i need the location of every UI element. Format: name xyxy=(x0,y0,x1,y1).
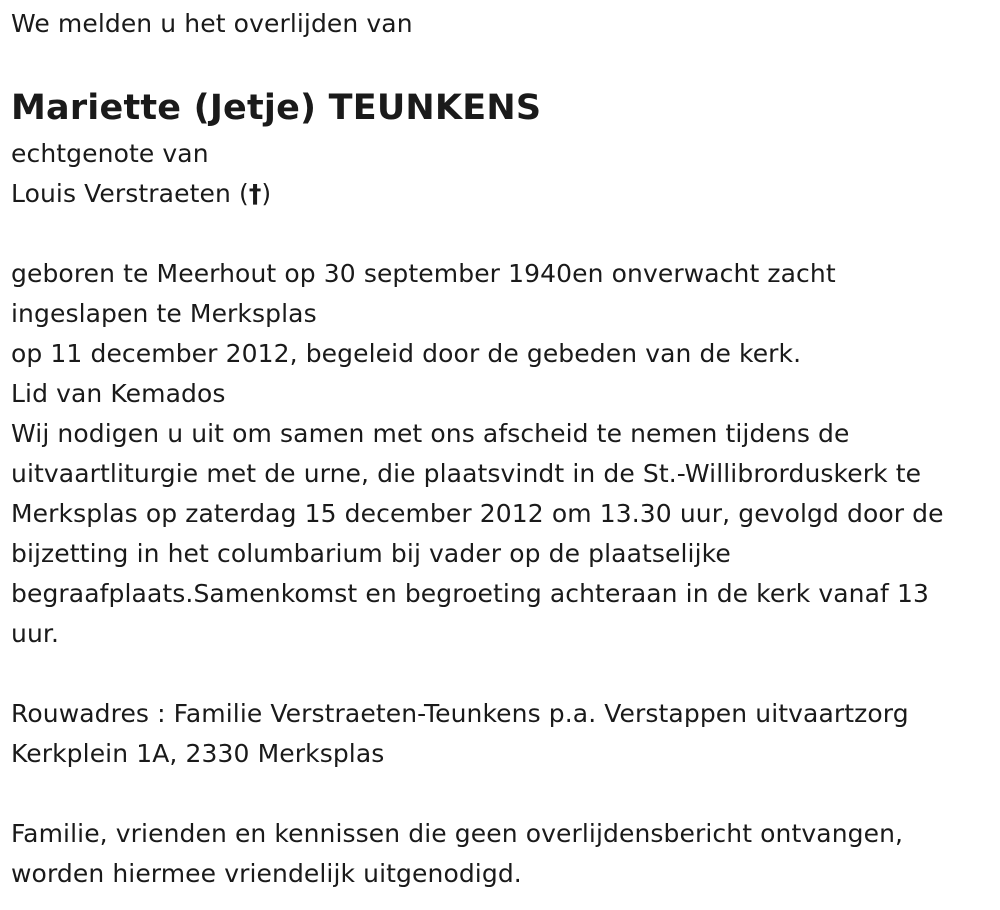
address-line: Rouwadres : Familie Verstraeten-Teunkens p.a. Verstappen uitvaartzorg xyxy=(11,699,909,728)
closing-block xyxy=(11,814,996,894)
body-line: Wij nodigen u uit om samen met ons afscheid te nemen tijdens de xyxy=(11,419,850,448)
spacer xyxy=(11,654,996,694)
body-line: begraafplaats.Samenkomst en begroeting achteraan in de kerk vanaf 13 xyxy=(11,579,929,608)
intro-text: We melden u het overlijden van xyxy=(11,9,413,38)
body-line: bijzetting in het columbarium bij vader op de plaatselijke xyxy=(11,539,731,568)
address-block xyxy=(11,694,996,774)
closing-line: Familie, vrienden en kennissen die geen overlijdensbericht ontvangen, xyxy=(11,819,904,848)
body-line: op 11 december 2012, begeleid door de gebeden van de kerk. xyxy=(11,339,802,368)
address-line: Kerkplein 1A, 2330 Merksplas xyxy=(11,739,385,768)
deceased-name: Mariette (Jetje) TEUNKENS xyxy=(11,88,542,128)
spacer xyxy=(11,774,996,814)
body-line: Lid van Kemados xyxy=(11,379,226,408)
closing-line: worden hiermee vriendelijk uitgenodigd. xyxy=(11,859,522,888)
body-line: Merksplas op zaterdag 15 december 2012 om 13.30 uur, gevolgd door de xyxy=(11,499,944,528)
body-line: uur. xyxy=(11,619,60,648)
spouse-open-paren: ( xyxy=(238,179,249,208)
spacer xyxy=(11,214,996,254)
body-line: geboren te Meerhout op 30 september 1940en onverwacht zacht xyxy=(11,259,836,288)
body-line: uitvaartliturgie met de urne, die plaatsvindt in de St.-Willibrorduskerk te xyxy=(11,459,922,488)
body-paragraph xyxy=(11,254,996,654)
spouse-label: echtgenote van xyxy=(11,139,209,168)
body-line: ingeslapen te Merksplas xyxy=(11,299,317,328)
spouse-line xyxy=(11,174,996,214)
spouse-close-paren: ) xyxy=(261,179,272,208)
cross-icon: † xyxy=(248,179,262,208)
spouse-name: Louis Verstraeten xyxy=(11,179,231,208)
death-notice xyxy=(11,4,996,894)
